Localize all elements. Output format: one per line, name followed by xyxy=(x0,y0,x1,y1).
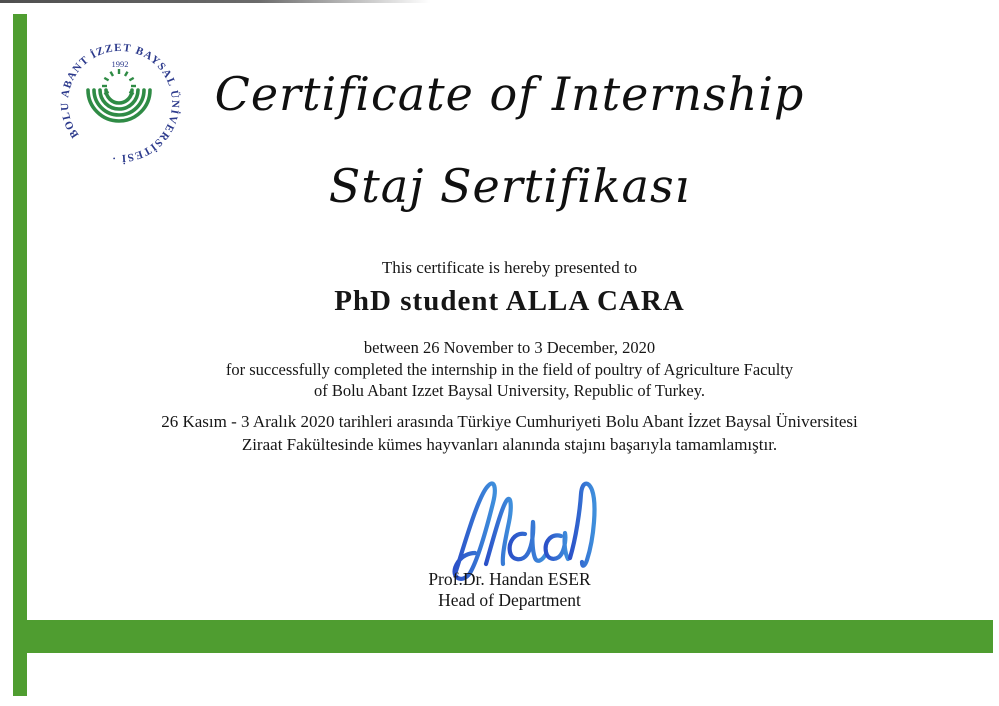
body-english xyxy=(20,337,999,402)
svg-text:BOLU ABANT İZZET BAYSAL ÜNİVER: BOLU ABANT İZZET BAYSAL ÜNİVERSİTESİ · xyxy=(58,41,182,165)
body-turkish-line-2: Ziraat Fakültesinde kümes hayvanları alanında stajını başarıyla tamamlamıştır. xyxy=(241,434,778,454)
certificate-title-english: Certificate of Internship xyxy=(214,67,805,121)
certificate-title-turkish: Staj Sertifikası xyxy=(328,159,691,213)
presentation-line: This certificate is hereby presented to xyxy=(381,258,638,277)
scan-artifact-line xyxy=(0,0,430,3)
body-english-line-university: of Bolu Abant Izzet Baysal University, Republic of Turkey. xyxy=(313,381,706,400)
body-turkish-line-1: 26 Kasım - 3 Aralık 2020 tarihleri arasında Türkiye Cumhuriyeti Bolu Abant İzzet Baysal Üniversitesi xyxy=(161,412,858,431)
bottom-green-border-bar xyxy=(13,620,993,653)
seal-year: 1992 xyxy=(111,59,129,69)
signer-title: Head of Department xyxy=(438,590,581,610)
recipient-name: PhD student ALLA CARA xyxy=(334,285,685,317)
body-english-line-dates: between 26 November to 3 December, 2020 xyxy=(363,338,656,357)
body-english-line-completion: for successfully completed the internship in the field of poultry of Agriculture Faculty xyxy=(225,359,794,379)
body-turkish xyxy=(20,411,999,456)
signer-name: Prof.Dr. Handan ESER xyxy=(428,569,591,589)
